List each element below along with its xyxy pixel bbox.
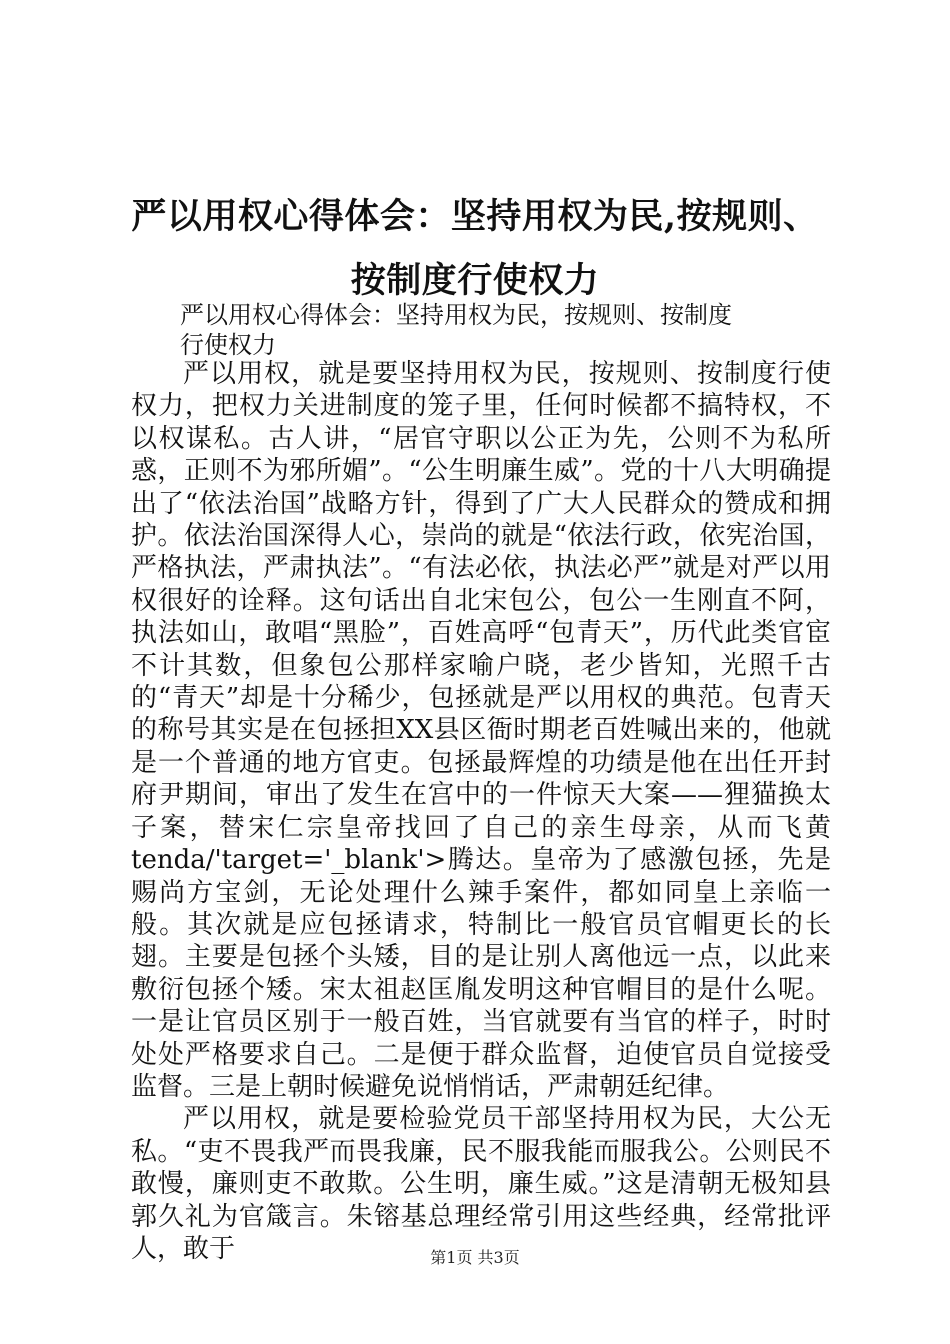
body-paragraph-2: 严以用权，就是要检验党员干部坚持用权为民，大公无私。“吏不畏我严而畏我廉，民不服我能而服我公。公则民不敢慢，廉则吏不敢欺。公生明，廉生威。”这是清朝无极知县郭久礼为官箴言。朱镕基总理经常引用这些经典，经常批评人，敢于	[131, 1104, 831, 1264]
title-line-1: 严以用权心得体会：坚持用权为民,按规则、	[131, 196, 819, 237]
title-line-2: 按制度行使权力	[350, 260, 600, 301]
page-footer: 第1页 共3页	[430, 1248, 520, 1267]
subtitle-line-1: 严以用权心得体会：坚持用权为民，按规则、按制度	[180, 301, 732, 329]
document-subtitle	[180, 300, 820, 360]
subtitle-line-2: 行使权力	[180, 331, 276, 359]
document-body	[131, 358, 831, 1265]
document-title	[100, 185, 850, 313]
body-paragraph-1: 严以用权，就是要坚持用权为民，按规则、按制度行使权力，把权力关进制度的笼子里，任何时候都不搞特权，不以权谋私。古人讲，“居官守职以公正为先，公则不为私所惑，正则不为邪所媚”。“公生明廉生威”。党的十八大明确提出了“依法治国”战略方针，得到了广大人民群众的赞成和拥护。依法治国深得人心，崇尚的就是“依法行政，依宪治国，严格执法，严肃执法”。“有法必依，执法必严”就是对严以用权很好的诠释。这句话出自北宋包公，包公一生刚直不阿，执法如山，敢唱“黑脸”，百姓高呼“包青天”，历代此类官宦不计其数，但象包公那样家喻户晓，老少皆知，光照千古的“青天”却是十分稀少，包拯就是严以用权的典范。包青天的称号其实是在包拯担XX县区衙时期老百姓喊出来的，他就是一个普通的地方官吏。包拯最辉煌的功绩是他在出任开封府尹期间，审出了发生在宫中的一件惊天大案——狸猫换太子案，替宋仁宗皇帝找回了自己的亲生母亲，从而飞黄tenda/'target='_blank'>腾达。皇帝为了感激包拯，先是赐尚方宝剑，无论处理什么辣手案件，都如同皇上亲临一般。其次就是应包拯请求，特制比一般官员官帽更长的长翅。主要是包拯个头矮，目的是让别人离他远一点，以此来敷衍包拯个矮。宋太祖赵匡胤发明这种官帽目的是什么呢。一是让官员区别于一般百姓，当官就要有当官的样子，时时处处严格要求自己。二是便于群众监督，迫使官员自觉接受监督。三是上朝时候避免说悄悄话，严肃朝廷纪律。	[131, 359, 831, 1102]
